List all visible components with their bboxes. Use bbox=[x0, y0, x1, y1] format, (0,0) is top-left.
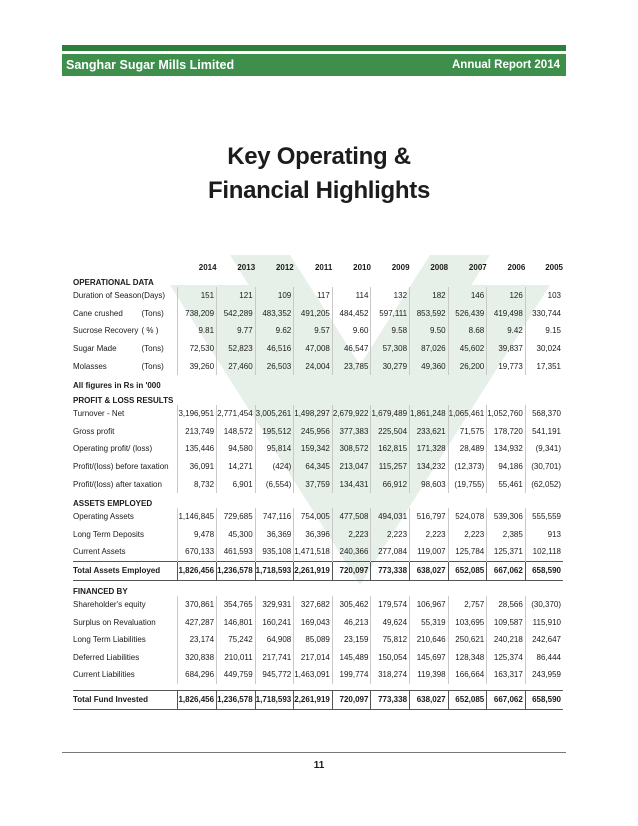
table-cell: 151 bbox=[178, 287, 217, 305]
table-row bbox=[73, 631, 563, 649]
table-cell: 853,592 bbox=[410, 305, 449, 323]
table-row bbox=[73, 287, 563, 305]
table-cell: 94,186 bbox=[487, 458, 526, 476]
footer-rule bbox=[62, 752, 566, 753]
row-label: Long Term Deposits bbox=[73, 529, 144, 539]
table-cell: 57,308 bbox=[371, 340, 410, 358]
table-cell: (9,341) bbox=[525, 440, 563, 458]
table-cell: 524,078 bbox=[448, 508, 487, 526]
table-cell: 484,452 bbox=[332, 305, 371, 323]
table-cell: 45,300 bbox=[217, 526, 256, 544]
table-cell: 913 bbox=[525, 526, 563, 544]
row-label: Long Term Liabilities bbox=[73, 635, 146, 645]
table-cell: 109,587 bbox=[487, 613, 526, 631]
table-cell: 125,374 bbox=[487, 649, 526, 667]
table-cell: 329,931 bbox=[255, 596, 294, 614]
table-row bbox=[73, 596, 563, 614]
row-unit: (Tons) bbox=[141, 308, 164, 318]
table-cell: 2,223 bbox=[448, 526, 487, 544]
row-label: Sucrose Recovery bbox=[73, 326, 139, 336]
table-cell: 542,289 bbox=[217, 305, 256, 323]
table-cell: 46,547 bbox=[332, 340, 371, 358]
table-cell: 526,439 bbox=[448, 305, 487, 323]
table-cell: 1,718,593 bbox=[255, 690, 294, 709]
section-operational bbox=[73, 272, 563, 287]
table-cell: 46,213 bbox=[332, 613, 371, 631]
table-cell: 494,031 bbox=[371, 508, 410, 526]
table-cell: 115,910 bbox=[525, 613, 563, 631]
table-cell: 9,478 bbox=[178, 526, 217, 544]
page-title-line-1: Key Operating & bbox=[227, 143, 411, 170]
row-label: Molasses bbox=[73, 361, 107, 371]
table-cell: 171,328 bbox=[410, 440, 449, 458]
row-label: Surplus on Revaluation bbox=[73, 617, 156, 627]
table-cell: 555,559 bbox=[525, 508, 563, 526]
table-cell: 330,744 bbox=[525, 305, 563, 323]
table-cell: 667,062 bbox=[487, 690, 526, 709]
row-label: Total Assets Employed bbox=[73, 561, 178, 580]
table-cell: 754,005 bbox=[294, 508, 333, 526]
table-cell: 461,593 bbox=[217, 543, 256, 561]
table-row bbox=[73, 305, 563, 323]
table-cell: 9.77 bbox=[217, 322, 256, 340]
table-cell: 477,508 bbox=[332, 508, 371, 526]
table-cell: 49,360 bbox=[410, 357, 449, 375]
report-title: Annual Report 2014 bbox=[452, 59, 560, 71]
table-cell: 377,383 bbox=[332, 423, 371, 441]
table-cell: 86,444 bbox=[525, 649, 563, 667]
table-cell: 115,257 bbox=[371, 458, 410, 476]
table-cell: 483,352 bbox=[255, 305, 294, 323]
row-label: Operating Assets bbox=[73, 512, 134, 522]
table-cell: 150,054 bbox=[371, 649, 410, 667]
table-cell: 95,814 bbox=[255, 440, 294, 458]
table-cell: 945,772 bbox=[255, 666, 294, 684]
header-bar bbox=[62, 54, 566, 76]
section-heading: PROFIT & LOSS RESULTS bbox=[73, 395, 174, 405]
table-row bbox=[73, 508, 563, 526]
table-cell: (62,052) bbox=[525, 475, 563, 493]
table-cell: 159,342 bbox=[294, 440, 333, 458]
section-financed bbox=[73, 580, 563, 596]
table-cell: 28,566 bbox=[487, 596, 526, 614]
table-row bbox=[73, 423, 563, 441]
table-cell: 117 bbox=[294, 287, 333, 305]
table-cell: 243,959 bbox=[525, 666, 563, 684]
table-cell: 132 bbox=[371, 287, 410, 305]
table-cell: 119,398 bbox=[410, 666, 449, 684]
table-cell: 242,647 bbox=[525, 631, 563, 649]
table-cell: 75,242 bbox=[217, 631, 256, 649]
year-header: 2013 bbox=[237, 263, 256, 272]
table-cell: 24,004 bbox=[294, 357, 333, 375]
table-cell: (12,373) bbox=[448, 458, 487, 476]
table-cell: 2,261,919 bbox=[294, 561, 333, 580]
table-cell: 1,718,593 bbox=[255, 561, 294, 580]
row-label: Duration of Season bbox=[73, 291, 142, 301]
table-cell: 2,679,922 bbox=[332, 405, 371, 423]
table-cell: 3,005,261 bbox=[255, 405, 294, 423]
table-cell: 1,498,297 bbox=[294, 405, 333, 423]
table-cell: 427,287 bbox=[178, 613, 217, 631]
table-cell: 199,774 bbox=[332, 666, 371, 684]
row-label: Deferred Liabilities bbox=[73, 652, 140, 662]
table-cell: 210,646 bbox=[410, 631, 449, 649]
table-cell: 55,319 bbox=[410, 613, 449, 631]
table-row bbox=[73, 322, 563, 340]
table-cell: 318,274 bbox=[371, 666, 410, 684]
table-row bbox=[73, 543, 563, 561]
table-cell: 23,159 bbox=[332, 631, 371, 649]
total-row bbox=[73, 690, 563, 709]
table-cell: 1,861,248 bbox=[410, 405, 449, 423]
table-row bbox=[73, 458, 563, 476]
section-heading: ASSETS EMPLOYED bbox=[73, 498, 153, 508]
total-row bbox=[73, 561, 563, 580]
table-cell: 935,108 bbox=[255, 543, 294, 561]
table-cell: 146,801 bbox=[217, 613, 256, 631]
table-cell: 135,446 bbox=[178, 440, 217, 458]
year-header: 2014 bbox=[198, 263, 217, 272]
table-row bbox=[73, 357, 563, 375]
table-cell: 308,572 bbox=[332, 440, 371, 458]
table-row bbox=[73, 649, 563, 667]
table-cell: 39,260 bbox=[178, 357, 217, 375]
section-heading: OPERATIONAL DATA bbox=[73, 278, 154, 287]
table-cell: (6,554) bbox=[255, 475, 294, 493]
table-cell: 23,174 bbox=[178, 631, 217, 649]
table-cell: 23,785 bbox=[332, 357, 371, 375]
table-cell: 64,345 bbox=[294, 458, 333, 476]
table-cell: 106,967 bbox=[410, 596, 449, 614]
table-cell: 354,765 bbox=[217, 596, 256, 614]
table-cell: 71,575 bbox=[448, 423, 487, 441]
table-cell: 6,901 bbox=[217, 475, 256, 493]
table-cell: 670,133 bbox=[178, 543, 217, 561]
year-header: 2011 bbox=[314, 263, 333, 272]
section-assets bbox=[73, 493, 563, 508]
table-cell: 134,431 bbox=[332, 475, 371, 493]
table-cell: 162,815 bbox=[371, 440, 410, 458]
table-cell: (424) bbox=[255, 458, 294, 476]
table-cell: 720,097 bbox=[332, 690, 371, 709]
table-cell: 449,759 bbox=[217, 666, 256, 684]
table-cell: 36,396 bbox=[294, 526, 333, 544]
table-cell: 2,757 bbox=[448, 596, 487, 614]
table-cell: 125,784 bbox=[448, 543, 487, 561]
table-cell: 128,348 bbox=[448, 649, 487, 667]
row-label: Gross profit bbox=[73, 426, 115, 436]
table-cell: 72,530 bbox=[178, 340, 217, 358]
page-title-line-2: Financial Highlights bbox=[207, 177, 430, 204]
table-row bbox=[73, 475, 563, 493]
section-heading: All figures in Rs in '000 bbox=[73, 380, 161, 390]
row-unit: ( % ) bbox=[141, 326, 159, 336]
table-cell: 597,111 bbox=[371, 305, 410, 323]
table-cell: 747,116 bbox=[255, 508, 294, 526]
table-cell: 36,369 bbox=[255, 526, 294, 544]
table-cell: (19,755) bbox=[448, 475, 487, 493]
table-cell: 684,296 bbox=[178, 666, 217, 684]
year-header: 2005 bbox=[545, 263, 563, 272]
table-cell: 9.42 bbox=[487, 322, 526, 340]
table-cell: 109 bbox=[255, 287, 294, 305]
header-rule bbox=[62, 45, 566, 51]
year-header: 2010 bbox=[353, 263, 371, 272]
table-cell: 1,826,456 bbox=[178, 690, 217, 709]
row-label: Current Assets bbox=[73, 547, 126, 557]
table-cell: 30,279 bbox=[371, 357, 410, 375]
section-heading: FINANCED BY bbox=[73, 586, 128, 596]
table-cell: 8.68 bbox=[448, 322, 487, 340]
row-label: Current Liabilities bbox=[73, 670, 135, 680]
table-cell: 121 bbox=[217, 287, 256, 305]
table-cell: 217,014 bbox=[294, 649, 333, 667]
table-cell: 1,052,760 bbox=[487, 405, 526, 423]
table-cell: 19,773 bbox=[487, 357, 526, 375]
table-cell: 225,504 bbox=[371, 423, 410, 441]
table-cell: 30,024 bbox=[525, 340, 563, 358]
table-cell: 146 bbox=[448, 287, 487, 305]
table-row bbox=[73, 405, 563, 423]
table-cell: 720,097 bbox=[332, 561, 371, 580]
table-row bbox=[73, 340, 563, 358]
table-cell: 773,338 bbox=[371, 690, 410, 709]
table-cell: 9.15 bbox=[525, 322, 563, 340]
table-cell: 738,209 bbox=[178, 305, 217, 323]
table-cell: 210,011 bbox=[217, 649, 256, 667]
table-cell: 1,236,578 bbox=[217, 690, 256, 709]
table-cell: 26,200 bbox=[448, 357, 487, 375]
table-cell: 245,956 bbox=[294, 423, 333, 441]
table-cell: 103 bbox=[525, 287, 563, 305]
table-cell: 45,602 bbox=[448, 340, 487, 358]
table-row bbox=[73, 666, 563, 684]
row-label: Shareholder's equity bbox=[73, 600, 146, 610]
table-cell: 66,912 bbox=[371, 475, 410, 493]
table-cell: 17,351 bbox=[525, 357, 563, 375]
table-cell: 568,370 bbox=[525, 405, 563, 423]
table-cell: 52,823 bbox=[217, 340, 256, 358]
table-cell: 179,574 bbox=[371, 596, 410, 614]
table-cell: 166,664 bbox=[448, 666, 487, 684]
row-unit: (Tons) bbox=[141, 361, 164, 371]
table-cell: 125,371 bbox=[487, 543, 526, 561]
table-cell: 85,089 bbox=[294, 631, 333, 649]
table-cell: 8,732 bbox=[178, 475, 217, 493]
table-row bbox=[73, 440, 563, 458]
table-cell: 652,085 bbox=[448, 561, 487, 580]
table-cell: 9.81 bbox=[178, 322, 217, 340]
table-cell: 37,759 bbox=[294, 475, 333, 493]
table-cell: 9.60 bbox=[332, 322, 371, 340]
table-cell: 39,837 bbox=[487, 340, 526, 358]
table-cell: 46,516 bbox=[255, 340, 294, 358]
row-label: Turnover - Net bbox=[73, 409, 125, 419]
table-cell: 213,749 bbox=[178, 423, 217, 441]
table-cell: 102,118 bbox=[525, 543, 563, 561]
table-cell: 3,196,951 bbox=[178, 405, 217, 423]
row-label: Profit/(loss) after taxation bbox=[73, 479, 162, 489]
table-cell: 773,338 bbox=[371, 561, 410, 580]
table-cell: 2,223 bbox=[371, 526, 410, 544]
table-cell: 327,682 bbox=[294, 596, 333, 614]
table-cell: 305,462 bbox=[332, 596, 371, 614]
year-header: 2009 bbox=[391, 263, 410, 272]
table-cell: 98,603 bbox=[410, 475, 449, 493]
table-cell: 1,146,845 bbox=[178, 508, 217, 526]
section-profit-loss bbox=[73, 390, 563, 405]
table-cell: 370,861 bbox=[178, 596, 217, 614]
table-cell: 240,366 bbox=[332, 543, 371, 561]
table-cell: (30,701) bbox=[525, 458, 563, 476]
table-cell: 27,460 bbox=[217, 357, 256, 375]
table-cell: 729,685 bbox=[217, 508, 256, 526]
company-name: Sanghar Sugar Mills Limited bbox=[66, 58, 235, 72]
table-cell: 9.62 bbox=[255, 322, 294, 340]
table-cell: 1,463,091 bbox=[294, 666, 333, 684]
table-cell: 516,797 bbox=[410, 508, 449, 526]
row-unit: (Tons) bbox=[141, 344, 164, 354]
table-cell: 9.50 bbox=[410, 322, 449, 340]
table-cell: 145,697 bbox=[410, 649, 449, 667]
table-cell: 667,062 bbox=[487, 561, 526, 580]
table-cell: 277,084 bbox=[371, 543, 410, 561]
table-cell: 182 bbox=[410, 287, 449, 305]
table-cell: 47,008 bbox=[294, 340, 333, 358]
table-cell: 160,241 bbox=[255, 613, 294, 631]
table-row bbox=[73, 613, 563, 631]
table-cell: 36,091 bbox=[178, 458, 217, 476]
table-cell: 1,236,578 bbox=[217, 561, 256, 580]
financial-highlights-table bbox=[73, 258, 563, 710]
table-cell: 419,498 bbox=[487, 305, 526, 323]
table-cell: 163,317 bbox=[487, 666, 526, 684]
table-cell: 49,624 bbox=[371, 613, 410, 631]
table-cell: 250,621 bbox=[448, 631, 487, 649]
row-label: Profit/(loss) before taxation bbox=[73, 462, 169, 472]
table-cell: 195,512 bbox=[255, 423, 294, 441]
table-cell: 217,741 bbox=[255, 649, 294, 667]
table-cell: 178,720 bbox=[487, 423, 526, 441]
table-cell: 1,471,518 bbox=[294, 543, 333, 561]
table-cell: 1,826,456 bbox=[178, 561, 217, 580]
year-header: 2007 bbox=[468, 263, 487, 272]
table-cell: 75,812 bbox=[371, 631, 410, 649]
table-cell: 638,027 bbox=[410, 690, 449, 709]
table-cell: 87,026 bbox=[410, 340, 449, 358]
table-cell: 2,385 bbox=[487, 526, 526, 544]
table-cell: 539,306 bbox=[487, 508, 526, 526]
table-cell: 658,590 bbox=[525, 561, 563, 580]
table-cell: 233,621 bbox=[410, 423, 449, 441]
table-cell: 658,590 bbox=[525, 690, 563, 709]
table-cell: 119,007 bbox=[410, 543, 449, 561]
table-cell: 9.58 bbox=[371, 322, 410, 340]
table-cell: 2,223 bbox=[410, 526, 449, 544]
table-cell: 55,461 bbox=[487, 475, 526, 493]
table-cell: 28,489 bbox=[448, 440, 487, 458]
row-label: Cane crushed bbox=[73, 308, 123, 318]
table-cell: 114 bbox=[332, 287, 371, 305]
table-cell: 9.57 bbox=[294, 322, 333, 340]
row-label: Sugar Made bbox=[73, 344, 117, 354]
figures-note bbox=[73, 375, 563, 390]
row-label: Operating profit/ (loss) bbox=[73, 444, 153, 454]
table-cell: 103,695 bbox=[448, 613, 487, 631]
table-cell: 14,271 bbox=[217, 458, 256, 476]
table-cell: 638,027 bbox=[410, 561, 449, 580]
row-unit: (Days) bbox=[141, 291, 166, 301]
table-cell: 134,932 bbox=[487, 440, 526, 458]
table-cell: 169,043 bbox=[294, 613, 333, 631]
year-header: 2012 bbox=[275, 263, 294, 272]
table-row bbox=[73, 526, 563, 544]
table-cell: 541,191 bbox=[525, 423, 563, 441]
table-cell: 213,047 bbox=[332, 458, 371, 476]
table-cell: 2,223 bbox=[332, 526, 371, 544]
table-cell: 126 bbox=[487, 287, 526, 305]
page-number: 11 bbox=[313, 760, 325, 771]
table-cell: 491,205 bbox=[294, 305, 333, 323]
table-cell: 240,218 bbox=[487, 631, 526, 649]
year-header-row bbox=[73, 258, 563, 272]
table-cell: 94,580 bbox=[217, 440, 256, 458]
table-cell: 26,503 bbox=[255, 357, 294, 375]
table-cell: 652,085 bbox=[448, 690, 487, 709]
table-cell: 2,261,919 bbox=[294, 690, 333, 709]
row-label: Total Fund Invested bbox=[73, 690, 178, 709]
year-header: 2008 bbox=[430, 263, 449, 272]
table-cell: 148,572 bbox=[217, 423, 256, 441]
table-cell: 320,838 bbox=[178, 649, 217, 667]
year-header: 2006 bbox=[507, 263, 526, 272]
table-cell: 145,489 bbox=[332, 649, 371, 667]
table-cell: (30,370) bbox=[525, 596, 563, 614]
table-cell: 134,232 bbox=[410, 458, 449, 476]
table-cell: 2,771,454 bbox=[217, 405, 256, 423]
table-cell: 1,065,461 bbox=[448, 405, 487, 423]
table-cell: 64,908 bbox=[255, 631, 294, 649]
table-cell: 1,679,489 bbox=[371, 405, 410, 423]
